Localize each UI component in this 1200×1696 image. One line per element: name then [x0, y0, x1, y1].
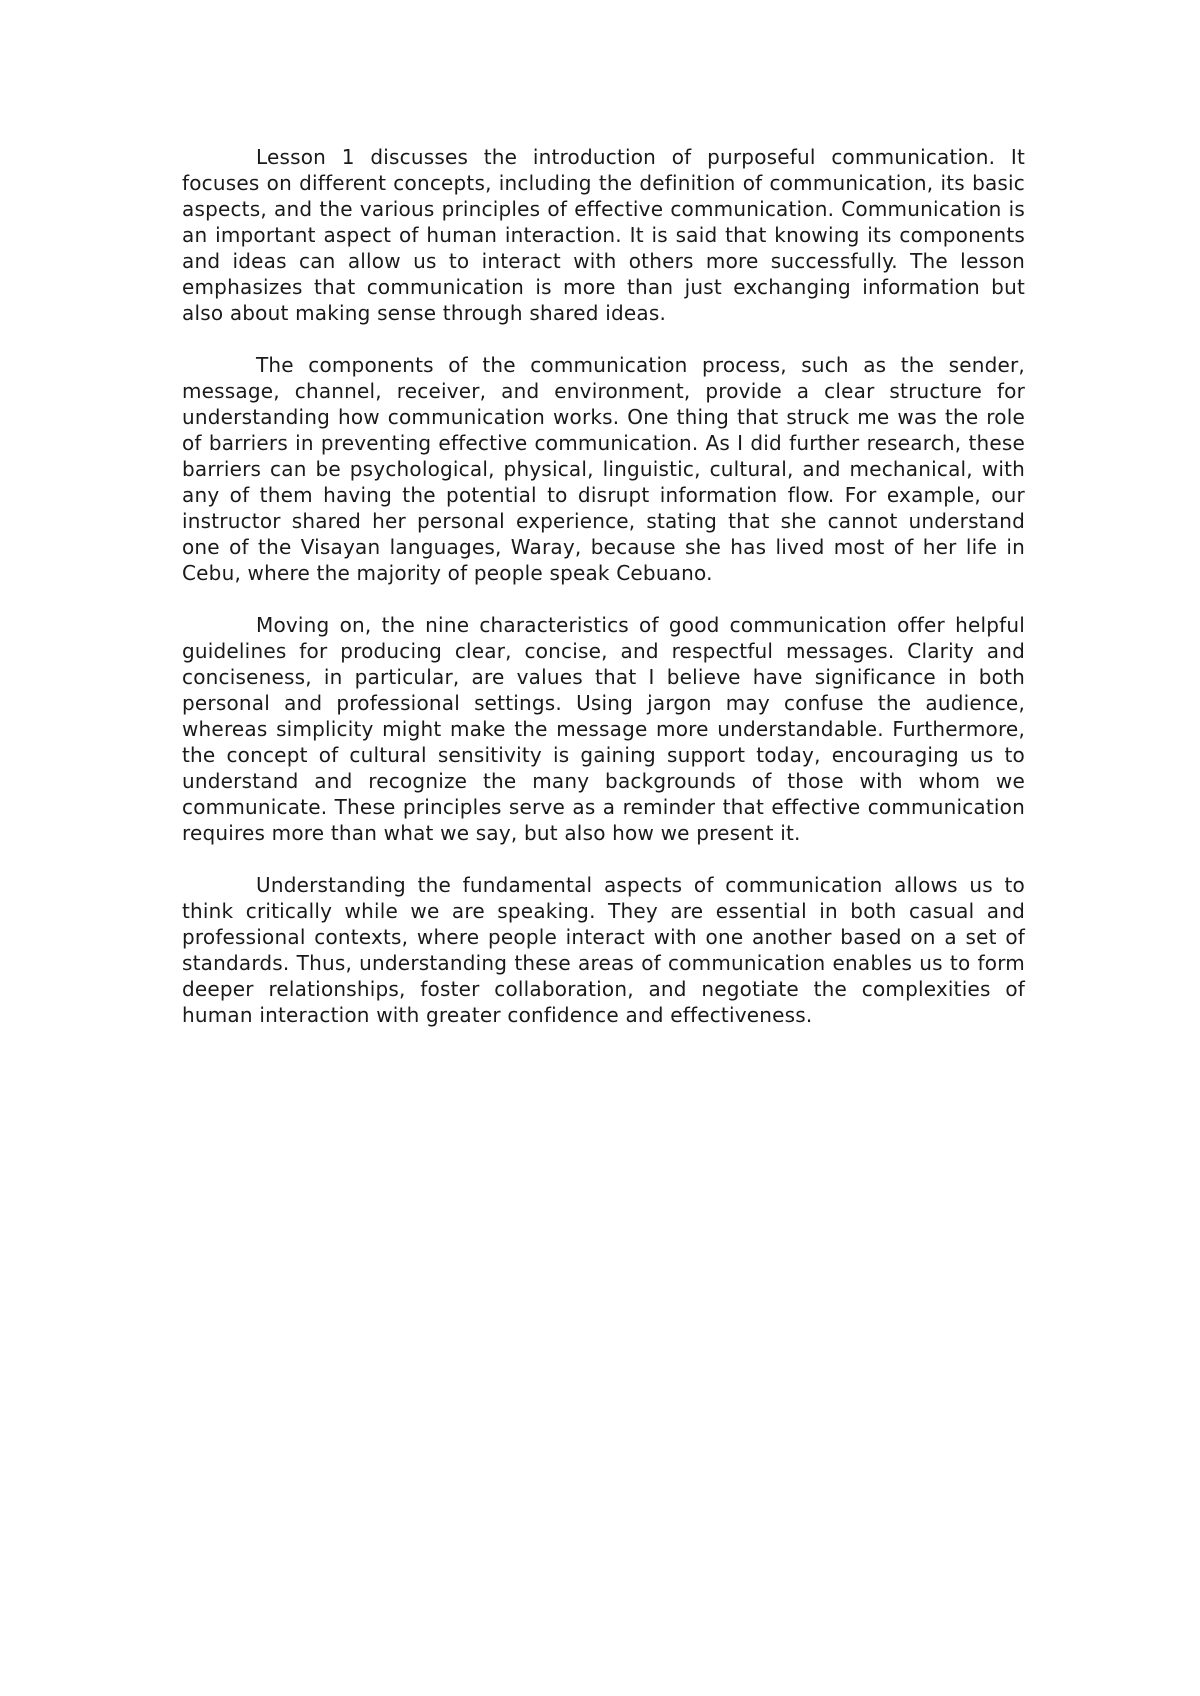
- paragraph-communication-components: The components of the communication process, such as the sender, message, channel, receiver, and environment, provide a clear structure for understanding how communication works. One thing that struck me was the role of barriers in preventing effective communication. As I did further research, these barriers can be psychological, physical, linguistic, cultural, and mechanical, with any of them having the potential to disrupt information flow. For example, our instructor shared her personal experience, stating that she cannot understand one of the Visayan languages, Waray, because she has lived most of her life in Cebu, where the majority of people speak Cebuano.: [182, 353, 1025, 585]
- paragraph-lesson-intro: Lesson 1 discusses the introduction of purposeful communication. It focuses on different concepts, including the definition of communication, its basic aspects, and the various principles of effective communication. Communication is an important aspect of human interaction. It is said that knowing its components and ideas can allow us to interact with others more successfully. The lesson emphasizes that communication is more than just exchanging information but also about making sense through shared ideas.: [182, 145, 1025, 325]
- paragraph-conclusion: Understanding the fundamental aspects of communication allows us to think critically while we are speaking. They are essential in both casual and professional contexts, where people interact with one another based on a set of standards. Thus, understanding these areas of communication enables us to form deeper relationships, foster collaboration, and negotiate the complexities of human interaction with greater confidence and effectiveness.: [182, 873, 1025, 1027]
- paragraph-good-communication: Moving on, the nine characteristics of good communication offer helpful guidelines for producing clear, concise, and respectful messages. Clarity and conciseness, in particular, are values that I believe have significance in both personal and professional settings. Using jargon may confuse the audience, whereas simplicity might make the message more understandable. Furthermore, the concept of cultural sensitivity is gaining support today, encouraging us to understand and recognize the many backgrounds of those with whom we communicate. These principles serve as a reminder that effective communication requires more than what we say, but also how we present it.: [182, 613, 1025, 845]
- document-body: [182, 144, 1025, 1054]
